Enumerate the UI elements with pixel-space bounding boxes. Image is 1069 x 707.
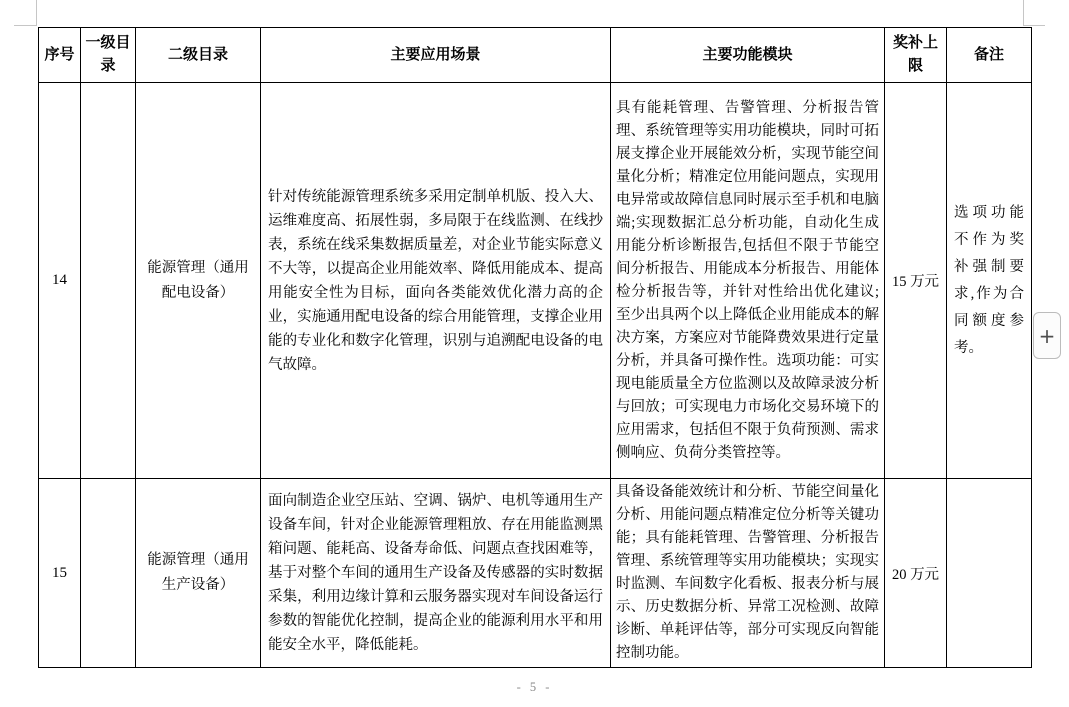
cell-level2-directory: 能源管理（通用配电设备） [136, 83, 261, 479]
cell-main-scenarios: 针对传统能源管理系统多采用定制单机版、投入大、运维难度高、拓展性弱，多局限于在线监测、在线抄表，系统在线采集数据质量差，对企业节能实际意义不大等，以提高企业用能效率、降低用能成本、提高用能安全性为目标，面向各类能效优化潜力高的企业，实施通用配电设备的综合用能管理，支撑企业用能的专业化和数字化管理，识别与追溯配电设备的电气故障。 [261, 83, 611, 479]
cell-remarks: 选项功能不作为奖补强制要求,作为合同额度参考。 [947, 83, 1032, 479]
header-level2-directory: 二级目录 [136, 28, 261, 83]
cell-level2-directory: 能源管理（通用生产设备） [136, 479, 261, 668]
page-number: - 5 - [516, 680, 553, 694]
header-serial-number: 序号 [39, 28, 81, 83]
table-row [39, 83, 1032, 479]
table-row [39, 479, 1032, 668]
cell-subsidy-cap: 20 万元 [885, 479, 947, 668]
header-subsidy-cap: 奖补上限 [885, 28, 947, 83]
header-remarks: 备注 [947, 28, 1032, 83]
cell-main-functions: 具备设备能效统计和分析、节能空间量化分析、用能问题点精准定位分析等关键功能；具有能耗管理、告警管理、分析报告管理、系统管理等实用功能模块；实现实时监测、车间数字化看板、报表分析与展示、历史数据分析、异常工况检测、故障诊断、单耗评估等，部分可实现反向智能控制功能。 [611, 479, 885, 668]
cell-serial-number: 14 [39, 83, 81, 479]
header-level1-directory: 一级目录 [81, 28, 136, 83]
table-header-row [39, 28, 1032, 83]
cell-level1-directory [81, 83, 136, 479]
cell-subsidy-cap: 15 万元 [885, 83, 947, 479]
page-margin-mark-top-right-vertical [1023, 0, 1024, 26]
subsidy-catalog-table [38, 27, 1032, 668]
header-main-functions: 主要功能模块 [611, 28, 885, 83]
page-margin-mark-top-right-horizontal [1023, 25, 1045, 26]
header-main-scenarios: 主要应用场景 [261, 28, 611, 83]
page-margin-mark-top-left-vertical [36, 0, 37, 26]
add-button[interactable]: + [1033, 312, 1061, 359]
cell-main-scenarios: 面向制造企业空压站、空调、锅炉、电机等通用生产设备车间，针对企业能源管理粗放、存在用能监测黑箱问题、能耗高、设备寿命低、问题点查找困难等，基于对整个车间的通用生产设备及传感器的实时数据采集，利用边缘计算和云服务器实现对车间设备运行参数的智能优化控制，提高企业的能源利用水平和用能安全水平，降低能耗。 [261, 479, 611, 668]
cell-level1-directory [81, 479, 136, 668]
cell-serial-number: 15 [39, 479, 81, 668]
page-margin-mark-top-left-horizontal [14, 25, 36, 26]
cell-remarks [947, 479, 1032, 668]
cell-main-functions: 具有能耗管理、告警管理、分析报告管理、系统管理等实用功能模块，同时可拓展支撑企业开展能效分析，实现节能空间量化分析；精准定位用能问题点，实现用电异常或故障信息同时展示至手机和电脑端;实现数据汇总分析功能，自动化生成用能分析诊断报告,包括但不限于节能空间分析报告、用能成本分析报告、用能体检分析报告等，并针对性给出优化建议;至少出具两个以上降低企业用能成本的解决方案，方案应对节能降费效果进行定量分析，并具备可操作性。选项功能：可实现电能质量全方位监测以及故障录波分析与回放；可实现电力市场化交易环境下的应用需求，包括但不限于负荷预测、需求侧响应、负荷分类管控等。 [611, 83, 885, 479]
